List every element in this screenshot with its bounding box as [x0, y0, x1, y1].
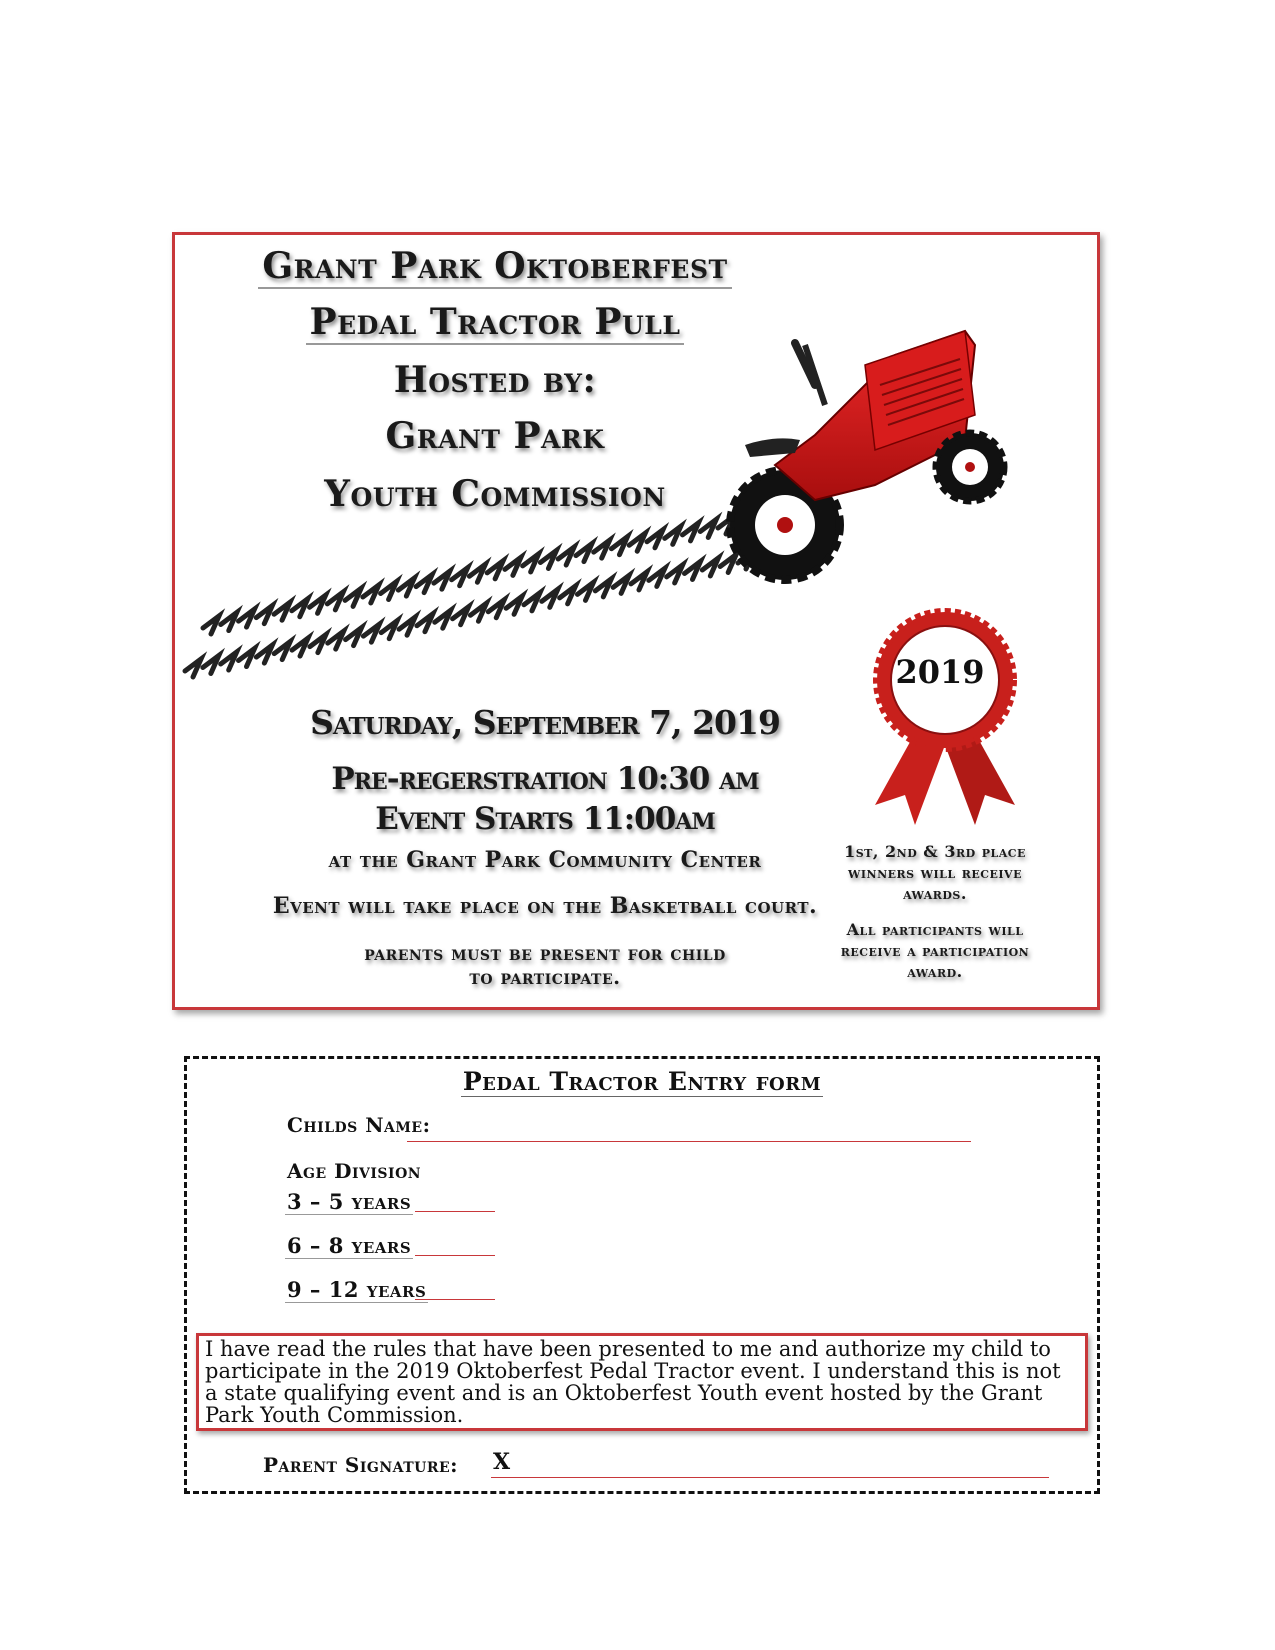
parents-notice: to participate.	[469, 965, 621, 989]
tire-track-mark	[221, 652, 237, 670]
tire-track-mark	[256, 645, 272, 663]
flyer-title-line: Grant Park Oktoberfest	[175, 245, 815, 287]
award-participants-note: All participants will receive a participation award.	[840, 920, 1030, 981]
tire-track-mark	[487, 561, 503, 579]
tire-track-mark	[560, 586, 576, 604]
tire-track-mark	[434, 571, 450, 589]
tire-track-mark	[594, 540, 610, 558]
tire-track-mark	[524, 593, 540, 611]
award-winners-note: 1st, 2nd & 3rd place winners will receive awards.	[844, 842, 1026, 903]
tire-track-mark	[363, 624, 379, 642]
tire-track-mark	[292, 599, 308, 617]
age-option-6-8: 6 – 8 years	[287, 1233, 412, 1258]
tire-track-mark	[629, 533, 645, 551]
tire-track-mark	[542, 589, 558, 607]
tire-track-mark	[274, 602, 290, 620]
tire-track-mark	[720, 554, 736, 572]
flyer-host-name: Grant Park	[385, 415, 605, 457]
parent-signature-label: Parent Signature:	[263, 1453, 459, 1477]
tire-track-mark	[631, 572, 647, 590]
parent-signature-field[interactable]	[491, 1477, 1049, 1478]
tire-track-mark	[453, 607, 469, 625]
tire-track-mark	[346, 628, 362, 646]
tire-track-mark	[398, 578, 414, 596]
event-pre-registration: Pre-regerstration 10:30 am	[331, 761, 759, 797]
age-option-9-12-field[interactable]	[415, 1299, 495, 1300]
tire-track-mark	[328, 631, 344, 649]
tire-track-mark	[702, 558, 718, 576]
parents-notice: parents must be present for child	[364, 941, 726, 965]
tire-track-mark	[239, 649, 255, 667]
age-option-3-5: 3 – 5 years	[287, 1189, 412, 1214]
flyer-title-line: Pedal Tractor Pull	[175, 301, 815, 343]
entry-form	[184, 1056, 1100, 1494]
tire-track-mark	[310, 595, 326, 613]
form-title: Pedal Tractor Entry form	[462, 1067, 822, 1096]
tire-track-mark	[647, 530, 663, 548]
tire-track-mark	[577, 582, 593, 600]
child-name-field[interactable]	[407, 1141, 971, 1142]
tire-track-mark	[381, 621, 397, 639]
tire-track-mark	[399, 617, 415, 635]
signature-mark: X	[493, 1449, 511, 1475]
tire-track-mark	[505, 557, 521, 575]
tire-track-mark	[185, 659, 201, 677]
event-court: Event will take place on the Basketball court.	[272, 893, 818, 919]
tire-track-mark	[682, 523, 698, 541]
tire-track-mark	[310, 635, 326, 653]
tire-track-mark	[416, 575, 432, 593]
tire-track-mark	[649, 568, 665, 586]
tire-track-mark	[469, 564, 485, 582]
tire-track-mark	[506, 596, 522, 614]
front-wheel-icon	[936, 433, 1004, 501]
tire-track-mark	[239, 609, 255, 627]
age-option-9-12: 9 – 12 years	[287, 1277, 427, 1302]
tire-track-mark	[292, 638, 308, 656]
tire-track-mark	[540, 550, 556, 568]
tire-track-mark	[274, 642, 290, 660]
tire-track-mark	[203, 616, 219, 634]
award-ribbon-icon	[865, 605, 1025, 835]
tire-track-mark	[700, 519, 716, 537]
age-option-6-8-field[interactable]	[415, 1255, 495, 1256]
tire-track-mark	[684, 561, 700, 579]
tire-track-mark	[452, 568, 468, 586]
consent-statement: I have read the rules that have been presented to me and authorize my child to participate in the 2019 Oktoberfest Pedal Tractor event. I understand this is not a state qualifying event and is an Oktoberfest Youth event hosted by the Grant Park Youth Commission.	[196, 1333, 1088, 1431]
child-name-label: Childs Name:	[287, 1113, 431, 1137]
tire-track-mark	[435, 610, 451, 628]
tire-track-mark	[221, 613, 237, 631]
tire-track-mark	[665, 526, 681, 544]
tire-track-mark	[327, 592, 343, 610]
tire-track-mark	[558, 547, 574, 565]
tire-track-mark	[595, 579, 611, 597]
event-location: at the Grant Park Community Center	[328, 847, 762, 873]
flyer-hosted-by: Hosted by:	[393, 359, 597, 401]
tire-track-mark	[611, 537, 627, 555]
tire-track-mark	[363, 585, 379, 603]
tire-track-mark	[613, 575, 629, 593]
flyer-host-name: Youth Commission	[324, 473, 666, 515]
tire-track-mark	[488, 600, 504, 618]
event-date: Saturday, September 7, 2019	[310, 703, 780, 742]
tire-track-mark	[576, 544, 592, 562]
tire-track-mark	[417, 614, 433, 632]
tire-track-mark	[667, 565, 683, 583]
tire-track-mark	[381, 582, 397, 600]
age-division-label: Age Division	[287, 1159, 422, 1183]
tire-track-mark	[345, 588, 361, 606]
tire-track-mark	[256, 606, 272, 624]
age-option-3-5-field[interactable]	[415, 1211, 495, 1212]
tire-track-mark	[203, 656, 219, 674]
event-flyer	[172, 232, 1100, 1010]
event-start-time: Event Starts 11:00am	[375, 801, 715, 837]
tire-track-icon	[185, 516, 754, 677]
tire-track-mark	[523, 554, 539, 572]
ribbon-year: 2019	[895, 653, 985, 691]
tire-track-mark	[470, 603, 486, 621]
